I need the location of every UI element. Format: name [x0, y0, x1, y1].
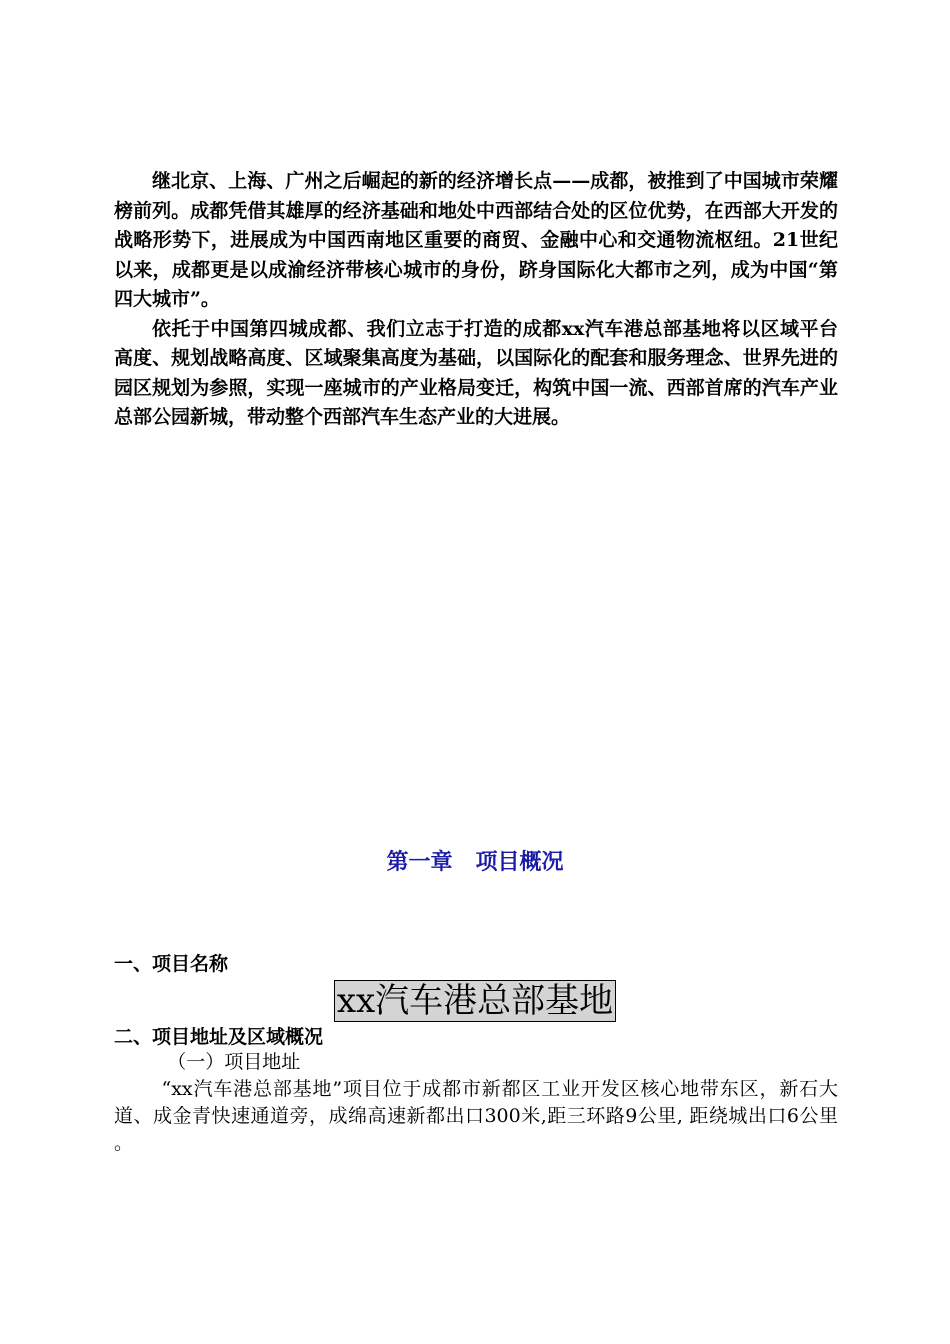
intro-paragraph-1: 继北京、上海、广州之后崛起的新的经济增长点——成都，被推到了中国城市荣耀榜前列。成都凭借其雄厚的经济基础和地处中西部结合处的区位优势，在西部大开发的战略形势下，进展成为中国西南地区重要的商贸、金融中心和交通物流枢纽。21世纪以来，成都更是以成渝经济带核心城市的身份，跻身国际化大都市之列，成为中国“第四大城市”。: [114, 170, 838, 310]
intro-paragraph-2: 依托于中国第四城成都、我们立志于打造的成都xx汽车港总部基地将以区域平台高度、规划战略高度、区域聚集高度为基础，以国际化的配套和服务理念、世界先进的园区规划为参照，实现一座城市的产业格局变迁，构筑中国一流、西部首席的汽车产业总部公园新城，带动整个西部汽车生态产业的大进展。: [114, 317, 838, 428]
intro-section: [114, 167, 838, 433]
address-section: [114, 1049, 838, 1157]
section-heading-project-name: 一、项目名称: [114, 953, 229, 975]
subheading-project-address: （一）项目地址: [167, 1051, 301, 1073]
project-name-banner: xx汽车港总部基地: [334, 980, 616, 1022]
section-heading-address: 二、项目地址及区域概况: [114, 1026, 324, 1048]
address-paragraph: “xx汽车港总部基地”项目位于成都市新都区工业开发区核心地带东区，新石大道、成金青快速通道旁，成绵高速新都出口300米,距三环路9公里, 距绕城出口6公里 。: [114, 1078, 838, 1154]
chapter-title: 第一章 项目概况: [386, 850, 564, 875]
project-name-banner-row: [0, 980, 950, 1022]
